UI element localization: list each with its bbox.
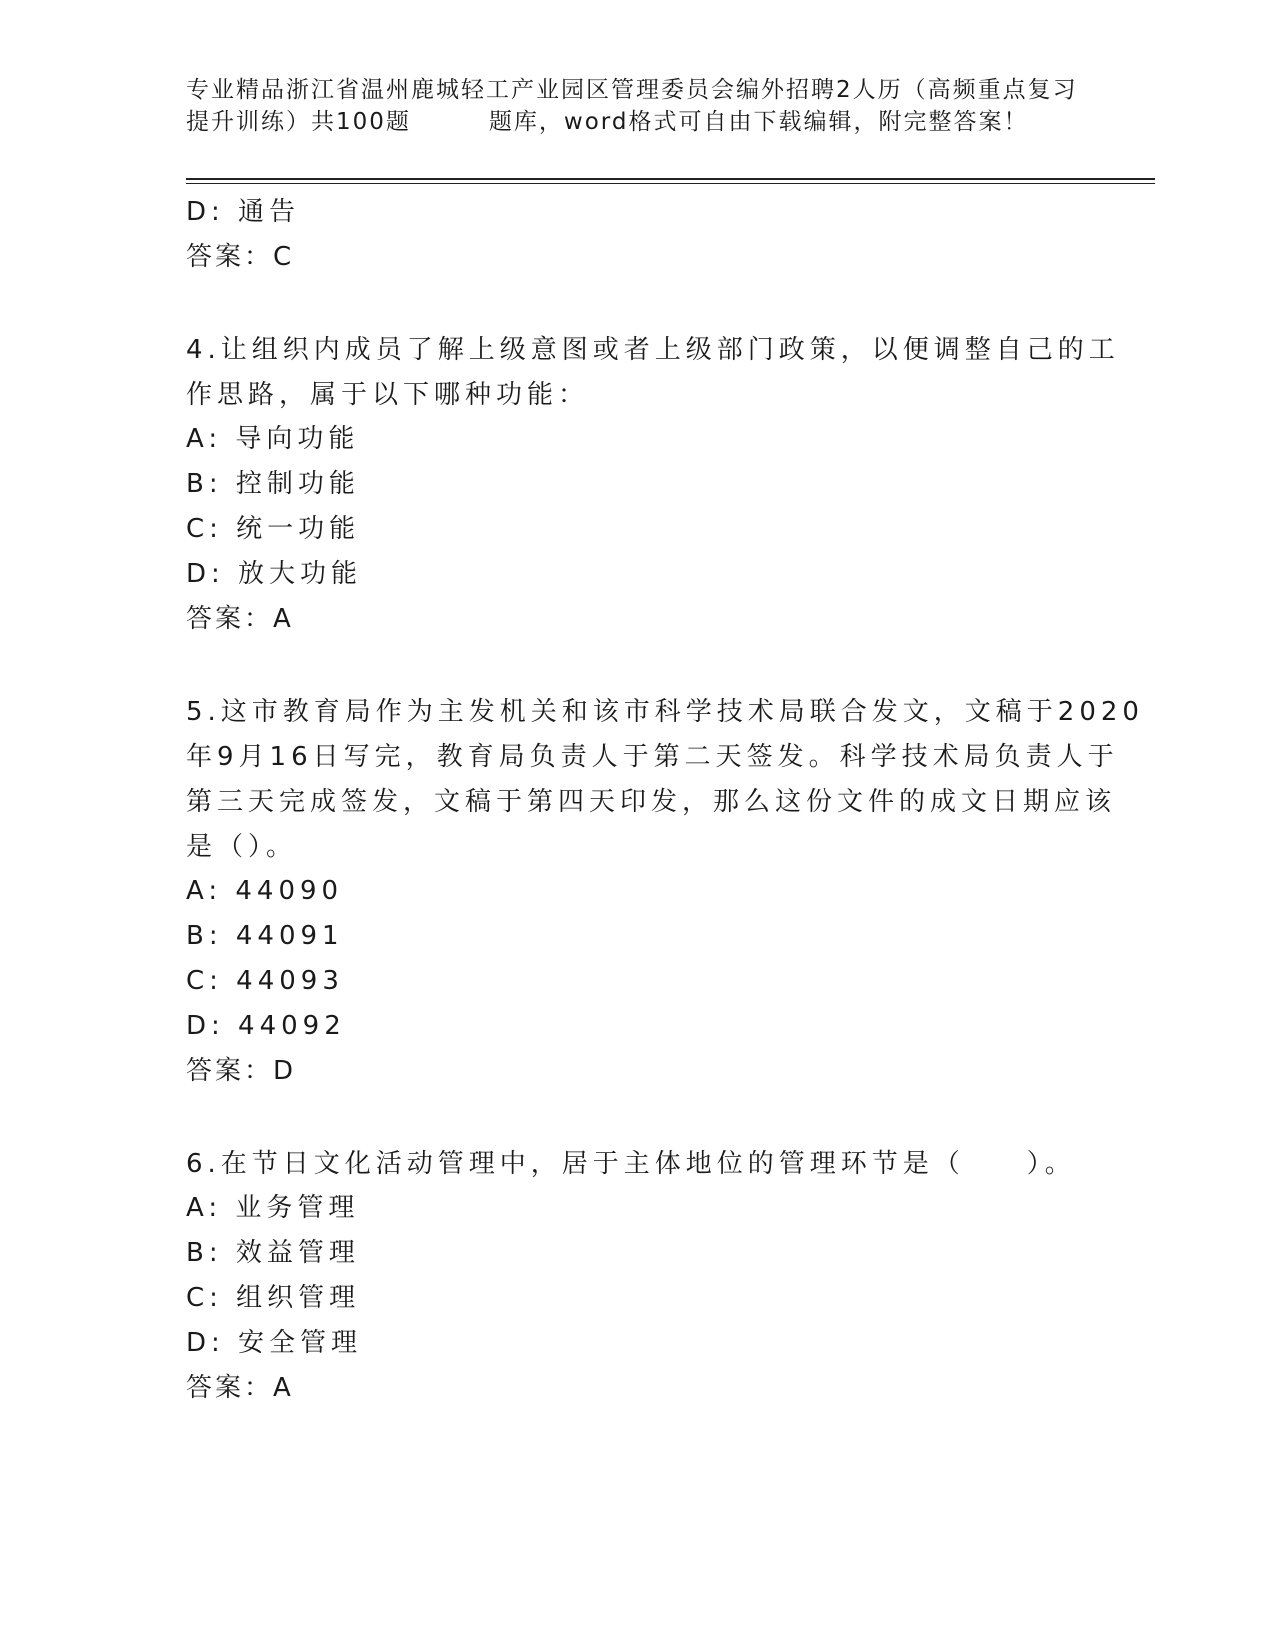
question-6-answer: 答案：A bbox=[186, 1373, 294, 1403]
question-5-option-b: B: 44091 bbox=[186, 921, 344, 951]
page-header bbox=[186, 74, 1106, 138]
question-5-option-a: A: 44090 bbox=[186, 876, 344, 906]
question-5-stem-line-3: 第三天完成签发，文稿于第四天印发，那么这份文件的成文日期应该 bbox=[186, 787, 1117, 817]
question-5 bbox=[186, 689, 1144, 1094]
question-4-option-a: A: 导向功能 bbox=[186, 424, 360, 454]
question-4-option-d: D: 放大功能 bbox=[186, 559, 363, 589]
q3-answer: 答案：C bbox=[186, 242, 295, 272]
header-divider-thin bbox=[186, 183, 1155, 184]
question-4-option-c: C: 统一功能 bbox=[186, 514, 361, 544]
question-4-stem-line-1: 4.让组织内成员了解上级意图或者上级部门政策，以便调整自己的工 bbox=[186, 335, 1120, 365]
question-content bbox=[186, 190, 1144, 1411]
header-divider-thick bbox=[186, 178, 1155, 180]
header-line-2 bbox=[186, 106, 1106, 138]
question-4-stem-line-2: 作思路，属于以下哪种功能： bbox=[186, 380, 590, 410]
header-line-2-part-b: 题库，word格式可自由下载编辑，附完整答案！ bbox=[488, 109, 1029, 135]
question-6 bbox=[186, 1141, 1086, 1411]
question-5-stem-line-1: 5.这市教育局作为主发机关和该市科学技术局联合发文，文稿于2020 bbox=[186, 697, 1144, 727]
question-6-option-c: C: 组织管理 bbox=[186, 1283, 361, 1313]
question-5-stem-line-2: 年9月16日写完，教育局负责人于第二天签发。科学技术局负责人于 bbox=[186, 742, 1119, 772]
q3-option-d: D: 通告 bbox=[186, 197, 301, 227]
question-4-option-b: B: 控制功能 bbox=[186, 469, 360, 499]
header-line-2-part-a: 提升训练）共100题 bbox=[186, 109, 411, 135]
question-6-option-a: A: 业务管理 bbox=[186, 1193, 360, 1223]
question-4-answer: 答案：A bbox=[186, 604, 294, 634]
question-5-answer: 答案：D bbox=[186, 1056, 297, 1086]
question-5-stem-line-4: 是（）。 bbox=[186, 832, 298, 862]
question-6-option-d: D: 安全管理 bbox=[186, 1328, 363, 1358]
question-4 bbox=[186, 327, 1120, 642]
header-line-1: 专业精品浙江省温州鹿城轻工产业园区管理委员会编外招聘2人历（高频重点复习 bbox=[186, 77, 1078, 103]
question-5-option-c: C: 44093 bbox=[186, 966, 344, 996]
question-6-stem-line-1: 6.在节日文化活动管理中，居于主体地位的管理环节是（ ）。 bbox=[186, 1149, 1076, 1179]
question-5-option-d: D: 44092 bbox=[186, 1011, 346, 1041]
question-6-option-b: B: 效益管理 bbox=[186, 1238, 360, 1268]
